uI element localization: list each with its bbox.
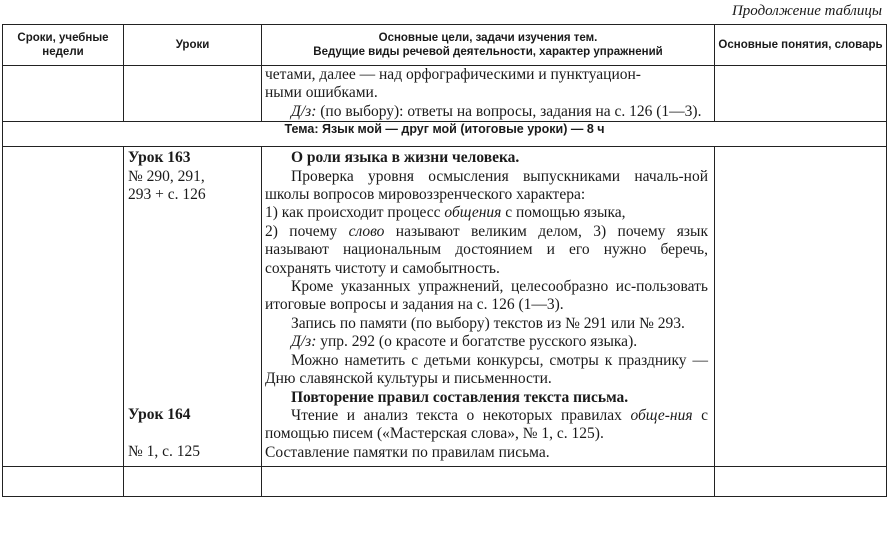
lessons-cell <box>124 467 262 497</box>
table-continuation-caption: Продолжение таблицы <box>731 3 882 19</box>
concepts-cell <box>715 66 887 122</box>
table-row <box>3 66 887 122</box>
paragraph <box>265 223 708 278</box>
text: с помощью языка, <box>501 204 626 222</box>
italic-term: слово <box>348 222 385 240</box>
text: Чтение и анализ текста о некоторых правилах <box>291 406 631 424</box>
italic-term: обще-ния <box>630 406 693 424</box>
header-concepts: Основные понятия, словарь <box>715 25 887 66</box>
goals-cell <box>262 147 715 467</box>
lesson-plan-table <box>2 24 887 497</box>
text: с помощью писем («Мастерская слова», № 1, с. 125). <box>265 406 708 443</box>
paragraph <box>265 204 708 222</box>
homework-paragraph <box>265 103 708 121</box>
paragraph: Составление памятки по правилам письма. <box>265 443 550 461</box>
continued-line: ными ошибками. <box>265 84 378 102</box>
lesson-164-refs: № 1, с. 125 <box>128 443 201 461</box>
table-header-row <box>3 25 887 66</box>
weeks-cell <box>3 467 124 497</box>
header-goals-line1: Основные цели, задачи изучения тем. <box>378 32 598 44</box>
lesson-163-refs: № 290, 291, <box>128 167 205 185</box>
concepts-cell <box>715 147 887 467</box>
header-goals <box>262 25 715 66</box>
paragraph: Можно наметить с детьми конкурсы, смотры к празднику — Дню славянской культуры и письменности. <box>265 351 708 388</box>
italic-term: общения <box>444 204 502 222</box>
text: 1) как происходит процесс <box>265 204 445 222</box>
homework-text: упр. 292 (о красоте и богатстве русского языка). <box>316 333 638 351</box>
paragraph <box>265 407 708 444</box>
lesson-164-title: Урок 164 <box>128 406 191 424</box>
text: называют великим делом, 3) почему язык называют национальным достоянием и его нужно беречь, сохранять чистоту и самобытность. <box>265 222 708 277</box>
paragraph: Проверка уровня осмысления выпускниками началь-ной школы вопросов мировоззренческого характера: <box>265 167 708 204</box>
continued-line: четами, далее — над орфографическими и пунктуацион- <box>265 66 641 83</box>
homework-paragraph <box>265 333 708 351</box>
lesson-163-title: Урок 163 <box>128 149 191 167</box>
paragraph: Кроме указанных упражнений, целесообразно ис-пользовать итоговые вопросы и задания на с. 126 (1—3). <box>265 278 708 314</box>
topic-row <box>3 122 887 147</box>
homework-label: Д/з: <box>291 102 317 120</box>
lesson-163-refs: 293 + с. 126 <box>128 186 206 204</box>
homework-label: Д/з: <box>291 333 317 351</box>
header-weeks: Сроки, учебные недели <box>3 25 124 66</box>
header-lessons: Уроки <box>124 25 262 66</box>
goals-cell <box>262 467 715 497</box>
table-row <box>3 147 887 467</box>
text: 2) почему <box>265 222 349 240</box>
lesson-164-heading: Повторение правил составления текста письма. <box>291 388 629 406</box>
lessons-cell <box>124 147 262 467</box>
lesson-163-heading: О роли языка в жизни человека. <box>291 149 520 167</box>
topic-title: Тема: Язык мой — друг мой (итоговые уроки) — 8 ч <box>3 122 887 147</box>
lessons-cell <box>124 66 262 122</box>
goals-cell <box>262 66 715 122</box>
concepts-cell <box>715 467 887 497</box>
header-goals-line2: Ведущие виды речевой деятельности, характер упражнений <box>313 46 663 58</box>
table-row <box>3 467 887 497</box>
weeks-cell <box>3 147 124 467</box>
homework-text: (по выбору): ответы на вопросы, задания на с. 126 (1—3). <box>316 102 702 120</box>
paragraph: Запись по памяти (по выбору) текстов из № 291 или № 293. <box>291 314 685 332</box>
weeks-cell <box>3 66 124 122</box>
